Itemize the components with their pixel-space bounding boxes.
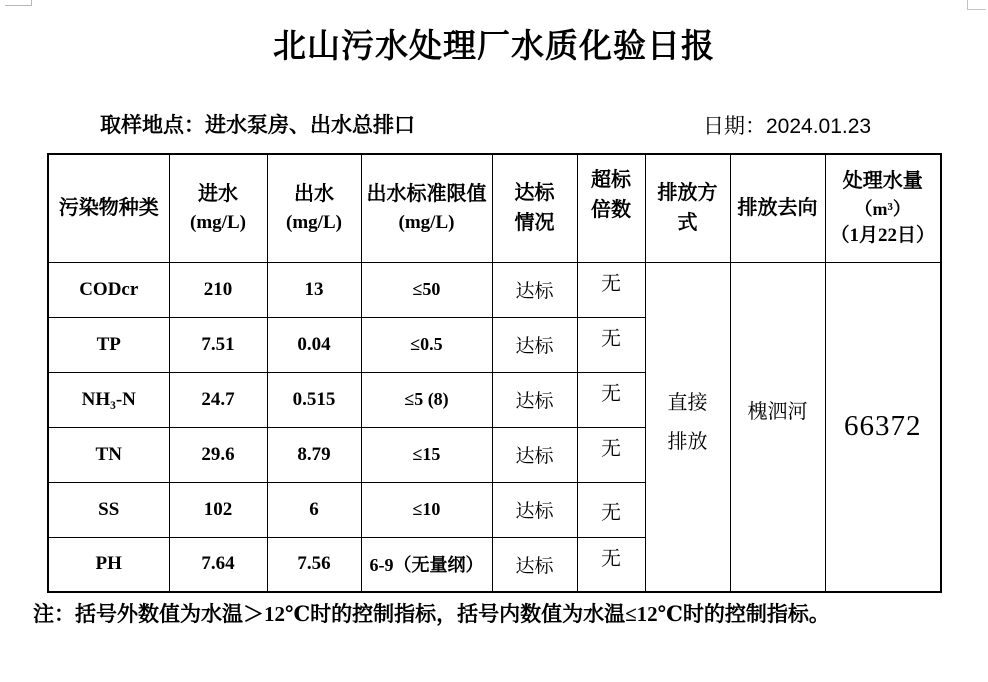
influent-value: 24.7 — [169, 372, 267, 427]
effluent-value: 6 — [267, 482, 361, 537]
header-effluent-label: 出水 — [294, 183, 334, 205]
compliance-value: 达标 — [492, 482, 577, 537]
limit-value: 6-9（无量纲） — [361, 537, 492, 592]
exceedance-text: 无 — [601, 502, 621, 524]
header-discharge-mode-label: 排放方式 — [657, 182, 718, 235]
pollutant-cell: SS — [48, 482, 169, 537]
header-influent-label: 进水 — [198, 183, 238, 205]
limit-value: ≤15 — [361, 427, 492, 482]
header-volume-date: （1月22日） — [830, 225, 935, 247]
effluent-value: 13 — [267, 262, 361, 317]
header-discharge-destination-label: 排放去向 — [737, 197, 818, 220]
header-limit-label: 出水标准限值 — [366, 183, 487, 205]
pollutant-cell: TN — [48, 427, 169, 482]
exceedance-text: 无 — [601, 273, 621, 295]
exceedance-text: 无 — [601, 383, 621, 405]
water-quality-table — [47, 153, 942, 593]
discharge-mode-cell — [645, 262, 730, 592]
header-exceedance-label: 超标倍数 — [591, 169, 631, 222]
header-volume-label: 处理水量 — [842, 169, 923, 192]
grid-fragment-top-right — [967, 0, 986, 10]
compliance-value: 达标 — [492, 317, 577, 372]
effluent-value: 8.79 — [267, 427, 361, 482]
exceedance-value — [577, 317, 645, 372]
exceedance-value — [577, 482, 645, 537]
effluent-value: 0.04 — [267, 317, 361, 372]
discharge-destination-text: 槐泗河 — [747, 401, 808, 424]
exceedance-text: 无 — [601, 438, 621, 460]
exceedance-value — [577, 262, 645, 317]
discharge-mode-text: 直接排放 — [667, 391, 708, 453]
date-label: 日期：2024.01.23 — [703, 115, 872, 138]
effluent-value: 7.56 — [267, 537, 361, 592]
header-pollutant-label: 污染物种类 — [58, 197, 159, 220]
influent-value: 102 — [169, 482, 267, 537]
influent-value: 7.51 — [169, 317, 267, 372]
limit-value: ≤50 — [361, 262, 492, 317]
influent-value: 29.6 — [169, 427, 267, 482]
header-volume-unit: （m³） — [854, 198, 911, 219]
sampling-point-label: 取样地点：进水泵房、出水总排口 — [100, 113, 415, 137]
exceedance-value — [577, 427, 645, 482]
influent-value: 7.64 — [169, 537, 267, 592]
exceedance-text: 无 — [601, 547, 621, 570]
limit-value: ≤10 — [361, 482, 492, 537]
page-title: 北山污水处理厂水质化验日报 — [273, 29, 715, 65]
compliance-value: 达标 — [492, 427, 577, 482]
header-exceedance — [577, 154, 645, 262]
header-influent — [169, 154, 267, 262]
pollutant-cell: NH₃-N — [48, 372, 169, 427]
grid-fragment-top-left — [5, 0, 32, 6]
header-volume — [825, 154, 941, 262]
table-row-codcr — [48, 262, 941, 317]
limit-value: ≤5 (8) — [361, 372, 492, 427]
discharge-destination-cell — [730, 262, 825, 592]
header-limit-unit: (mg/L) — [398, 212, 455, 233]
pollutant-cell: CODcr — [48, 262, 169, 317]
header-compliance — [492, 154, 577, 262]
exceedance-value — [577, 372, 645, 427]
effluent-value: 0.515 — [267, 372, 361, 427]
header-row — [48, 154, 941, 262]
exceedance-value — [577, 537, 645, 592]
exceedance-text: 无 — [601, 328, 621, 350]
compliance-value: 达标 — [492, 262, 577, 317]
pollutant-cell: PH — [48, 537, 169, 592]
header-limit — [361, 154, 492, 262]
compliance-value: 达标 — [492, 372, 577, 427]
header-discharge-destination — [730, 154, 825, 262]
header-influent-unit: (mg/L) — [190, 212, 246, 233]
pollutant-cell: TP — [48, 317, 169, 372]
treated-volume-cell: 66372 — [825, 262, 941, 592]
header-effluent-unit: (mg/L) — [286, 212, 342, 233]
header-discharge-mode — [645, 154, 730, 262]
influent-value: 210 — [169, 262, 267, 317]
compliance-value: 达标 — [492, 537, 577, 592]
header-effluent — [267, 154, 361, 262]
footnote: 注：括号外数值为水温＞12℃时的控制指标，括号内数值为水温≤12℃时的控制指标。 — [33, 602, 830, 626]
header-pollutant — [48, 154, 169, 262]
limit-value: ≤0.5 — [361, 317, 492, 372]
header-compliance-label: 达标情况 — [514, 182, 555, 235]
